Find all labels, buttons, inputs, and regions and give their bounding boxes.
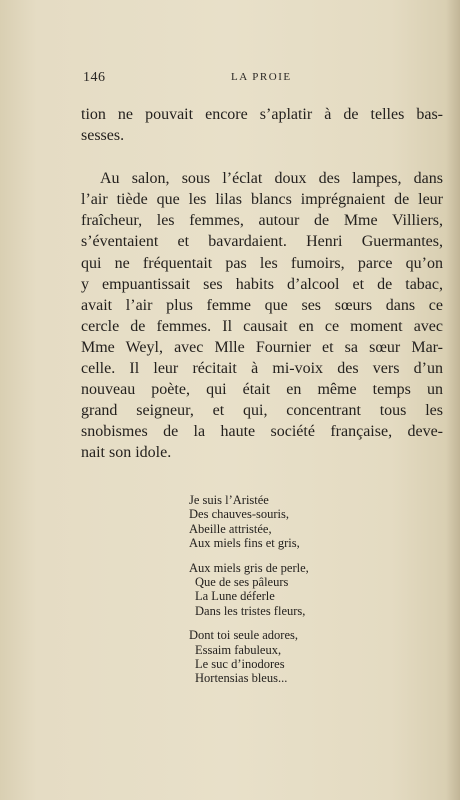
verse-line: Je suis l’Aristée [189, 493, 269, 507]
verse-line: Le suc d’inodores [195, 656, 285, 671]
verse-line: La Lune déferle [195, 589, 275, 604]
stanza-gap [189, 551, 389, 561]
prose-line: avait l’air plus femme que ses sœurs dans ce [81, 296, 443, 314]
verse-line: Abeille attristée, [189, 521, 272, 536]
stanza [189, 628, 389, 686]
running-head [83, 70, 443, 90]
prose-line: nait son idole. [81, 444, 172, 462]
prose-line: Au salon, sous l’éclat doux des lampes, dans [100, 170, 443, 188]
stanza [189, 561, 389, 619]
prose-line: celle. Il leur récitait à mi-voix des vers d’un [81, 360, 443, 378]
prose-line: grand seigneur, et qui, concentrant tous les [81, 402, 443, 420]
paragraph-gap [81, 146, 443, 168]
stanza-gap [189, 618, 389, 628]
verse-block [189, 493, 389, 686]
prose-line: cercle de femmes. Il causait en ce moment avec [81, 317, 443, 335]
prose-line: sesses. [81, 127, 125, 145]
verse-line: Aux miels fins et gris, [189, 536, 300, 551]
prose-block [81, 104, 443, 464]
verse-line: Hortensias bleus... [195, 671, 288, 686]
prose-line: nouveau poète, qui était en même temps un [81, 381, 443, 399]
verse-line: Que de ses pâleurs [195, 574, 289, 589]
page-edge-shadow [446, 0, 460, 800]
prose-line: s’éventaient et bavardaient. Henri Guermantes, [81, 233, 443, 251]
prose-line: y empuantissait ses habits d’alcool et de tabac, [81, 275, 443, 293]
verse-line: Dont toi seule adores, [189, 628, 299, 643]
prose-line: tion ne pouvait encore s’aplatir à de telles bas- [81, 106, 443, 123]
prose-line: qui ne fréquentait pas les fumoirs, parce qu’on [81, 254, 443, 272]
prose-line: Mme Weyl, avec Mlle Fournier et sa sœur Mar- [81, 338, 443, 356]
page-number: 146 [83, 70, 106, 85]
prose-line: l’air tiède que les lilas blancs imprégnaient de leur [81, 191, 443, 209]
stanza [189, 493, 389, 551]
prose-line: fraîcheur, les femmes, autour de Mme Villiers, [81, 212, 443, 230]
verse-line: Dans les tristes fleurs, [195, 603, 306, 618]
prose-line: snobismes de la haute société française, deve- [81, 423, 443, 441]
verse-line: Essaim fabuleux, [195, 642, 282, 657]
running-title: LA PROIE [231, 71, 292, 83]
verse-line: Des chauves-souris, [189, 507, 289, 522]
verse-line: Aux miels gris de perle, [189, 560, 309, 575]
